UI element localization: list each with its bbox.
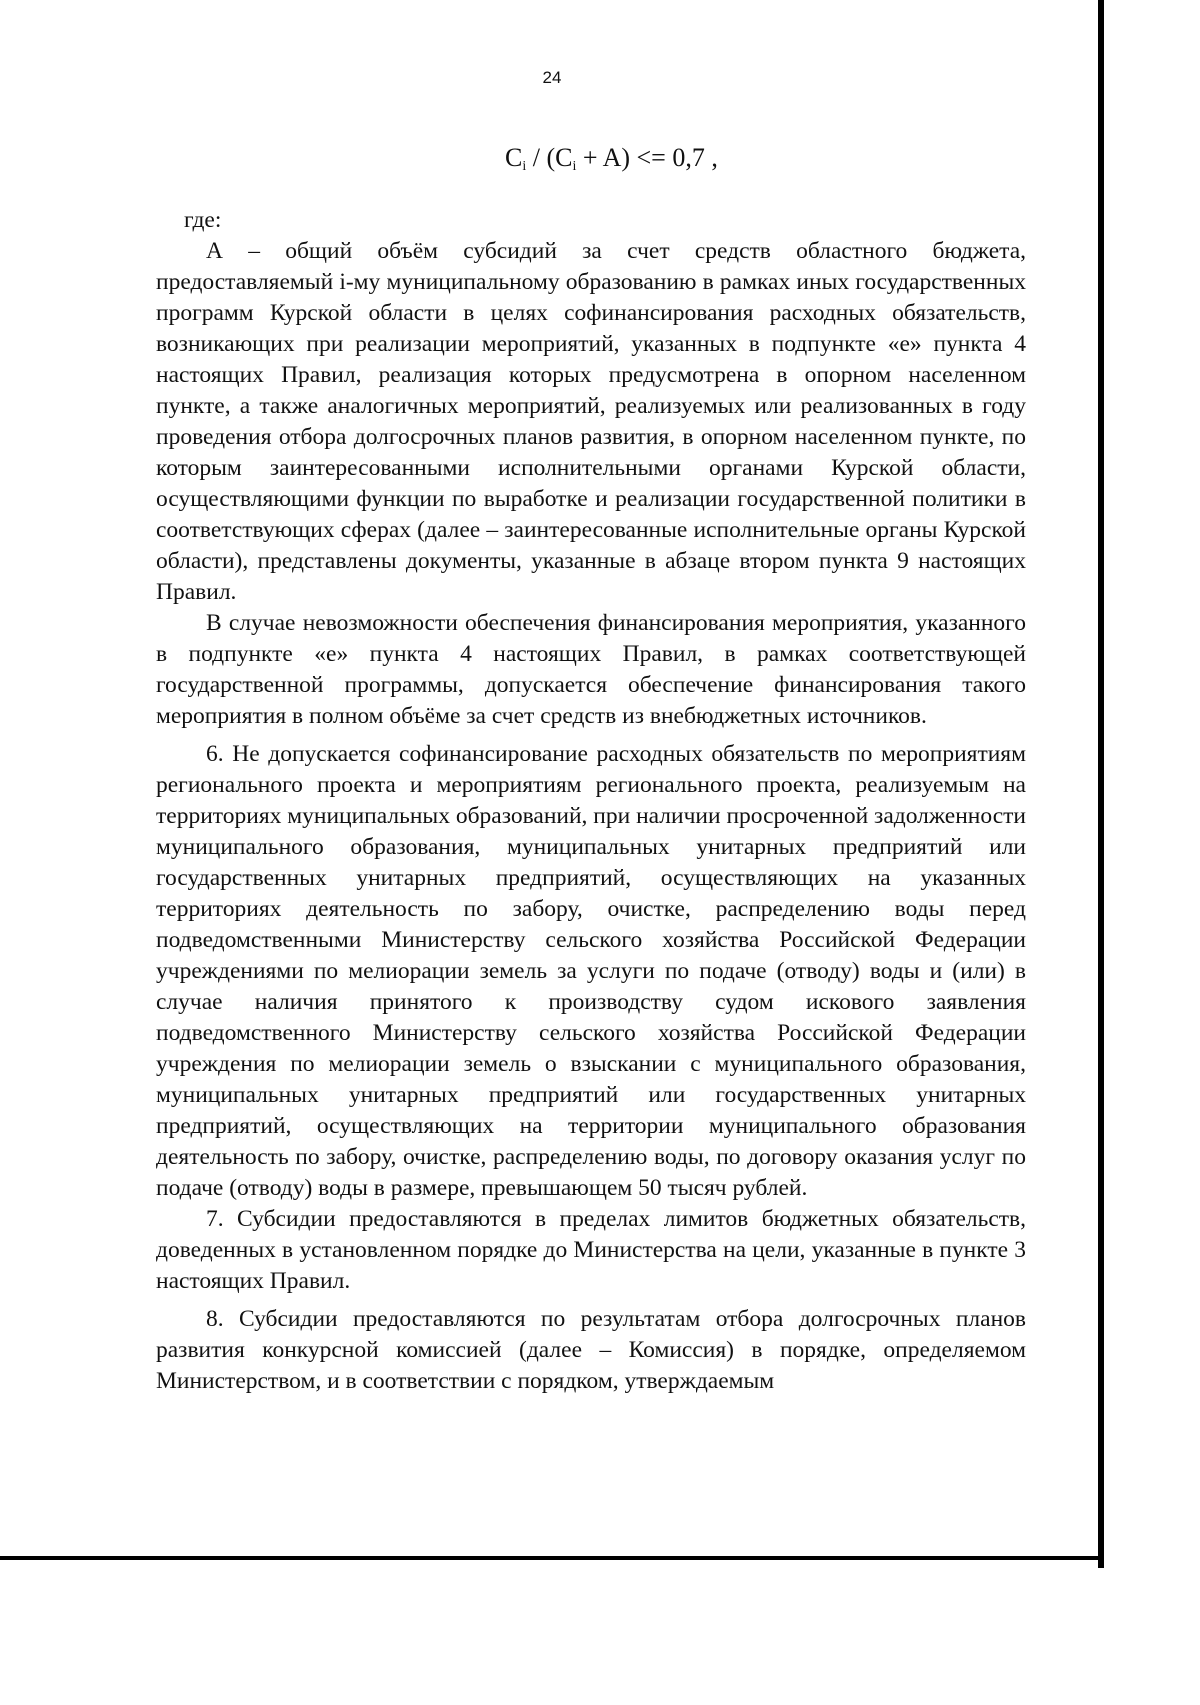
formula-subscript-1: i [522, 159, 527, 174]
paragraph-financing-case: В случае невозможности обеспечения финансирования мероприятия, указанного в подпункте «е» пункта 4 настоящих Правил, в рамках соответствующей государственной программы, допускается обеспечение финансирования такого мероприятия в полном объёме за счет средств из внебюджетных источников. [156, 610, 1026, 729]
scan-edge-bottom [0, 1556, 1104, 1560]
formula-part-2: / (C [526, 143, 573, 172]
formula-part-1: C [505, 143, 523, 172]
page-number: 24 [542, 68, 562, 87]
document-body [156, 205, 1026, 1397]
formula-subscript-2: i [572, 159, 577, 174]
paragraph-definition-a: А – общий объём субсидий за счет средств областного бюджета, предоставляемый i-му муниципальному образованию в рамках иных государственных программ Курской области в целях софинансирования расходных обязательств, возникающих при реализации мероприятий, указанных в подпункте «е» пункта 4 настоящих Правил, реализация которых предусмотрена в опорном населенном пункте, а также аналогичных мероприятий, реализуемых или реализованных в году проведения отбора долгосрочных планов развития, в опорном населенном пункте, по которым заинтересованными исполнительными органами Курской области, осуществляющими функции по выработке и реализации государственной политики в соответствующих сферах (далее – заинтересованные исполнительные органы Курской области), представлены документы, указанные в абзаце втором пункта 9 настоящих Правил. [156, 238, 1026, 605]
paragraph-item-8: 8. Субсидии предоставляются по результатам отбора долгосрочных планов развития конкурсной комиссией (далее – Комиссия) в порядке, определяемом Министерством, и в соответствии с порядком, утверждаемым [156, 1306, 1026, 1394]
paragraph-item-7: 7. Субсидии предоставляются в пределах лимитов бюджетных обязательств, доведенных в установленном порядке до Министерства на цели, указанные в пункте 3 настоящих Правил. [156, 1206, 1026, 1294]
scan-edge-right [1098, 0, 1104, 1568]
formula [505, 143, 718, 175]
formula-part-3: + A) <= 0,7 , [576, 143, 718, 172]
paragraph-item-6: 6. Не допускается софинансирование расходных обязательств по мероприятиям регионального проекта и мероприятиям регионального проекта, реализуемым на территориях муниципальных образований, при наличии просроченной задолженности муниципального образования, муниципальных унитарных предприятий или государственных унитарных предприятий, осуществляющих на указанных территориях деятельность по забору, очистке, распределению воды перед подведомственными Министерству сельского хозяйства Российской Федерации учреждениями по мелиорации земель за услуги по подаче (отводу) воды и (или) в случае наличия принятого к производству судом искового заявления подведомственного Министерству сельского хозяйства Российской Федерации учреждения по мелиорации земель о взыскании с муниципального образования, муниципальных унитарных предприятий или государственных унитарных предприятий, осуществляющих на территории муниципального образования деятельность по забору, очистке, распределению воды, по договору оказания услуг по подаче (отводу) воды в размере, превышающем 50 тысяч рублей. [156, 741, 1026, 1201]
paragraph-where: где: [184, 207, 222, 233]
